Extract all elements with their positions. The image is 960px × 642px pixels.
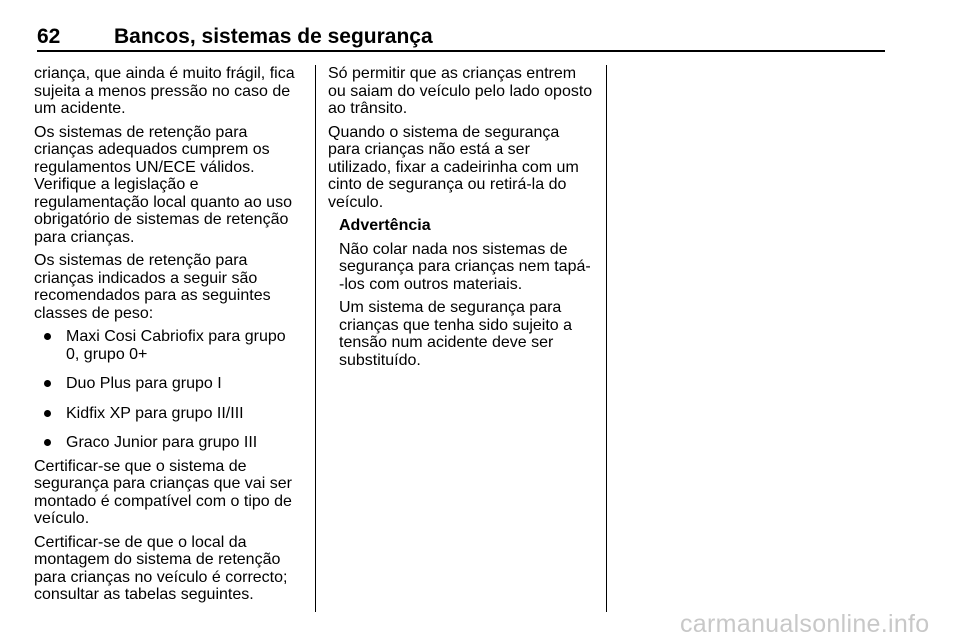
paragraph: Quando o sistema de segurança para crianças não está a ser utilizado, fixar a cadeirinha com um cinto de segurança ou retirá-la do veículo. xyxy=(328,123,579,211)
page-number: 62 xyxy=(37,25,61,48)
page-header xyxy=(37,25,885,53)
paragraph: criança, que ainda é muito frágil, fica sujeita a menos pressão no caso de um acidente. xyxy=(34,65,295,117)
warning-box xyxy=(339,217,594,369)
list-item-text: Duo Plus para grupo I xyxy=(66,375,222,392)
bullet-icon xyxy=(44,410,51,417)
warning-title: Advertência xyxy=(339,217,431,234)
column-left xyxy=(34,65,300,610)
paragraph: Os sistemas de retenção para crianças indicados a seguir são recomendados para as seguintes classes de peso: xyxy=(34,252,271,322)
list-item xyxy=(34,405,300,423)
column-divider xyxy=(606,65,607,612)
list-item xyxy=(34,375,300,393)
column-divider xyxy=(315,65,316,612)
bullet-icon xyxy=(44,380,51,387)
paragraph: Os sistemas de retenção para crianças adequados cumprem os regulamentos UN/ECE válidos. Verifique a legislação e regulamentação local quanto ao uso obrigatório de sistemas de retenção para crianças. xyxy=(34,123,292,246)
paragraph: Certificar-se que o sistema de segurança para crianças que vai ser montado é compatível com o tipo de veículo. xyxy=(34,457,292,527)
recommended-seats-list xyxy=(34,328,300,452)
bullet-icon xyxy=(44,439,51,446)
watermark: carmanualsonline.info xyxy=(680,610,930,638)
warning-text: Um sistema de segurança para crianças que tenha sido sujeito a tensão num acidente deve ser substituído. xyxy=(339,299,573,369)
paragraph: Só permitir que as crianças entrem ou saiam do veículo pelo lado oposto ao trânsito. xyxy=(328,65,593,117)
page-title: Bancos, sistemas de segurança xyxy=(114,25,433,48)
header-divider xyxy=(37,50,885,52)
list-item-text: Kidfix XP para grupo II/III xyxy=(66,404,244,422)
column-middle xyxy=(328,65,594,375)
list-item-text: Graco Junior para grupo III xyxy=(66,434,258,451)
bullet-icon xyxy=(44,333,51,340)
list-item xyxy=(34,328,300,363)
warning-text: Não colar nada nos sistemas de segurança para crianças nem tapá--los com outros materiais. xyxy=(339,240,591,293)
paragraph: Certificar-se de que o local da montagem do sistema de retenção para crianças no veículo é correcto; consultar as tabelas seguintes. xyxy=(34,533,288,603)
list-item xyxy=(34,434,300,452)
list-item-text: Maxi Cosi Cabriofix para grupo 0, grupo 0+ xyxy=(66,328,286,363)
